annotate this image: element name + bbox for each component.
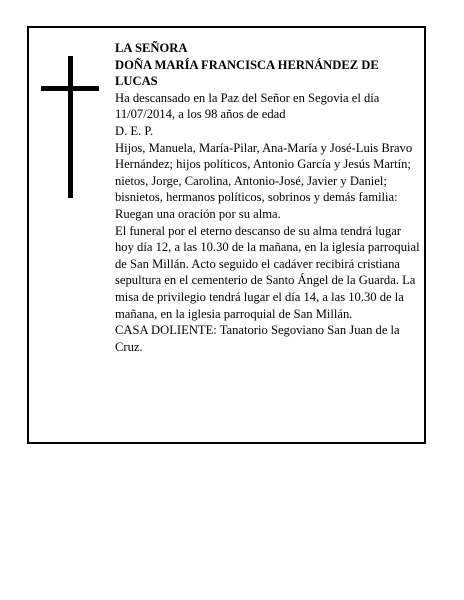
rip-text: D. E. P. bbox=[115, 123, 154, 138]
deceased-name: DOÑA MARÍA FRANCISCA HERNÁNDEZ DE LUCAS bbox=[115, 57, 379, 89]
prayer-request: Ruegan una oración por su alma. bbox=[115, 206, 281, 221]
death-statement: Ha descansado en la Paz del Señor en Segovia el día 11/07/2014, a los 98 años de edad bbox=[115, 90, 380, 122]
cross-horizontal-bar bbox=[41, 86, 99, 91]
funeral-home: CASA DOLIENTE: Tanatorio Segoviano San Juan de la Cruz. bbox=[115, 323, 400, 354]
cross-icon bbox=[41, 56, 99, 198]
notice-title: LA SEÑORA bbox=[115, 41, 188, 55]
funeral-details: El funeral por el eterno descanso de su alma tendrá lugar hoy día 12, a las 10.30 de la mañana, en la iglesia parroquial de San Millán. Acto seguido el cadáver recibirá cristiana sepultura en el cementerio de Santo Ángel de la Guarda. La misa de privilegio tendrá lugar el día 14, a las 10.30 de la mañana, en la iglesia parroquial de San Millán. bbox=[115, 223, 420, 321]
cross-vertical-bar bbox=[68, 56, 73, 198]
notice-text bbox=[115, 40, 421, 355]
obituary-notice bbox=[27, 26, 426, 444]
family-list: Hijos, Manuela, María-Pilar, Ana-María y José-Luis Bravo Hernández; hijos políticos, Antonio García y Jesús Martín; nietos, Jorge, Carolina, Antonio-José, Javier y Daniel; bisnietos, hermanos políticos, sobrinos y demás familia: bbox=[115, 140, 413, 205]
